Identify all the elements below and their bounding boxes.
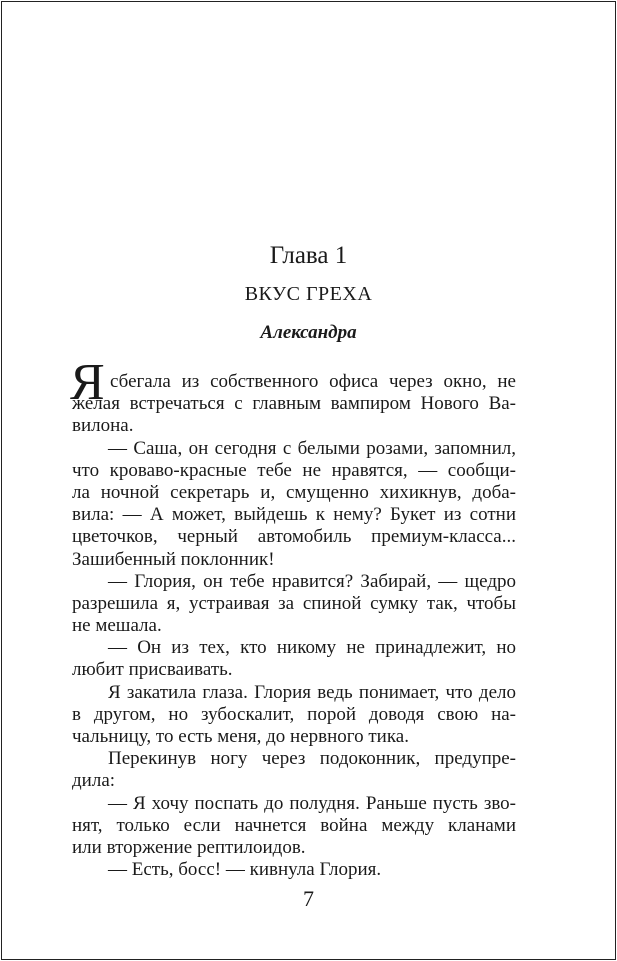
text-line: Я закатила глаза. Глория ведь понимает, что дело — [108, 681, 516, 703]
text-line: любит присваивать. — [72, 659, 233, 681]
text-line: — Я хочу поспать до полудня. Раньше пусть зво- — [108, 792, 516, 814]
drop-cap: Я — [70, 354, 105, 411]
text-line: — Глория, он тебе нравится? Забирай, — щедро — [108, 570, 516, 592]
text-line: дила: — [72, 770, 116, 792]
text-line: вила: — А может, выйдешь к нему? Букет из сотни — [72, 504, 516, 526]
text-line: или вторжение рептилоидов. — [72, 836, 306, 858]
text-line: вилона. — [72, 415, 134, 437]
chapter-pov-heading: Александра — [260, 322, 357, 343]
text-line: Перекинув ногу через подоконник, предупре- — [108, 748, 516, 770]
body-text — [72, 371, 516, 881]
text-line: желая встречаться с главным вампиром Нового Ва- — [72, 393, 516, 415]
text-line: чальницу, то есть меня, до нервного тика. — [72, 726, 409, 747]
text-line: ла ночной секретарь и, смущенно хихикнув, доба- — [72, 481, 516, 503]
text-line: — Саша, он сегодня с белыми розами, запомнил, — [108, 437, 516, 459]
text-line: сбегала из собственного офиса через окно, не — [110, 371, 516, 392]
text-line: в другом, но зубоскалит, порой доводя свою на- — [72, 703, 516, 725]
text-line: цветочков, черный автомобиль премиум-класса... — [72, 526, 516, 548]
text-line: нят, только если начнется война между кланами — [72, 814, 516, 836]
text-line: что кроваво-красные тебе не нравятся, — сообщи- — [72, 459, 516, 481]
text-line: не мешала. — [72, 615, 162, 637]
chapter-number: Глава 1 — [269, 242, 348, 269]
chapter-title: ВКУС ГРЕХА — [244, 283, 373, 305]
text-line: — Он из тех, кто никому не принадлежит, но — [108, 637, 516, 659]
text-line: Зашибенный поклонник! — [72, 548, 275, 570]
text-line: — Есть, босс! — кивнула Глория. — [108, 859, 382, 881]
page-number: 7 — [303, 886, 314, 911]
text-line: разрешила я, устраивая за спиной сумку так, чтобы — [72, 592, 516, 614]
